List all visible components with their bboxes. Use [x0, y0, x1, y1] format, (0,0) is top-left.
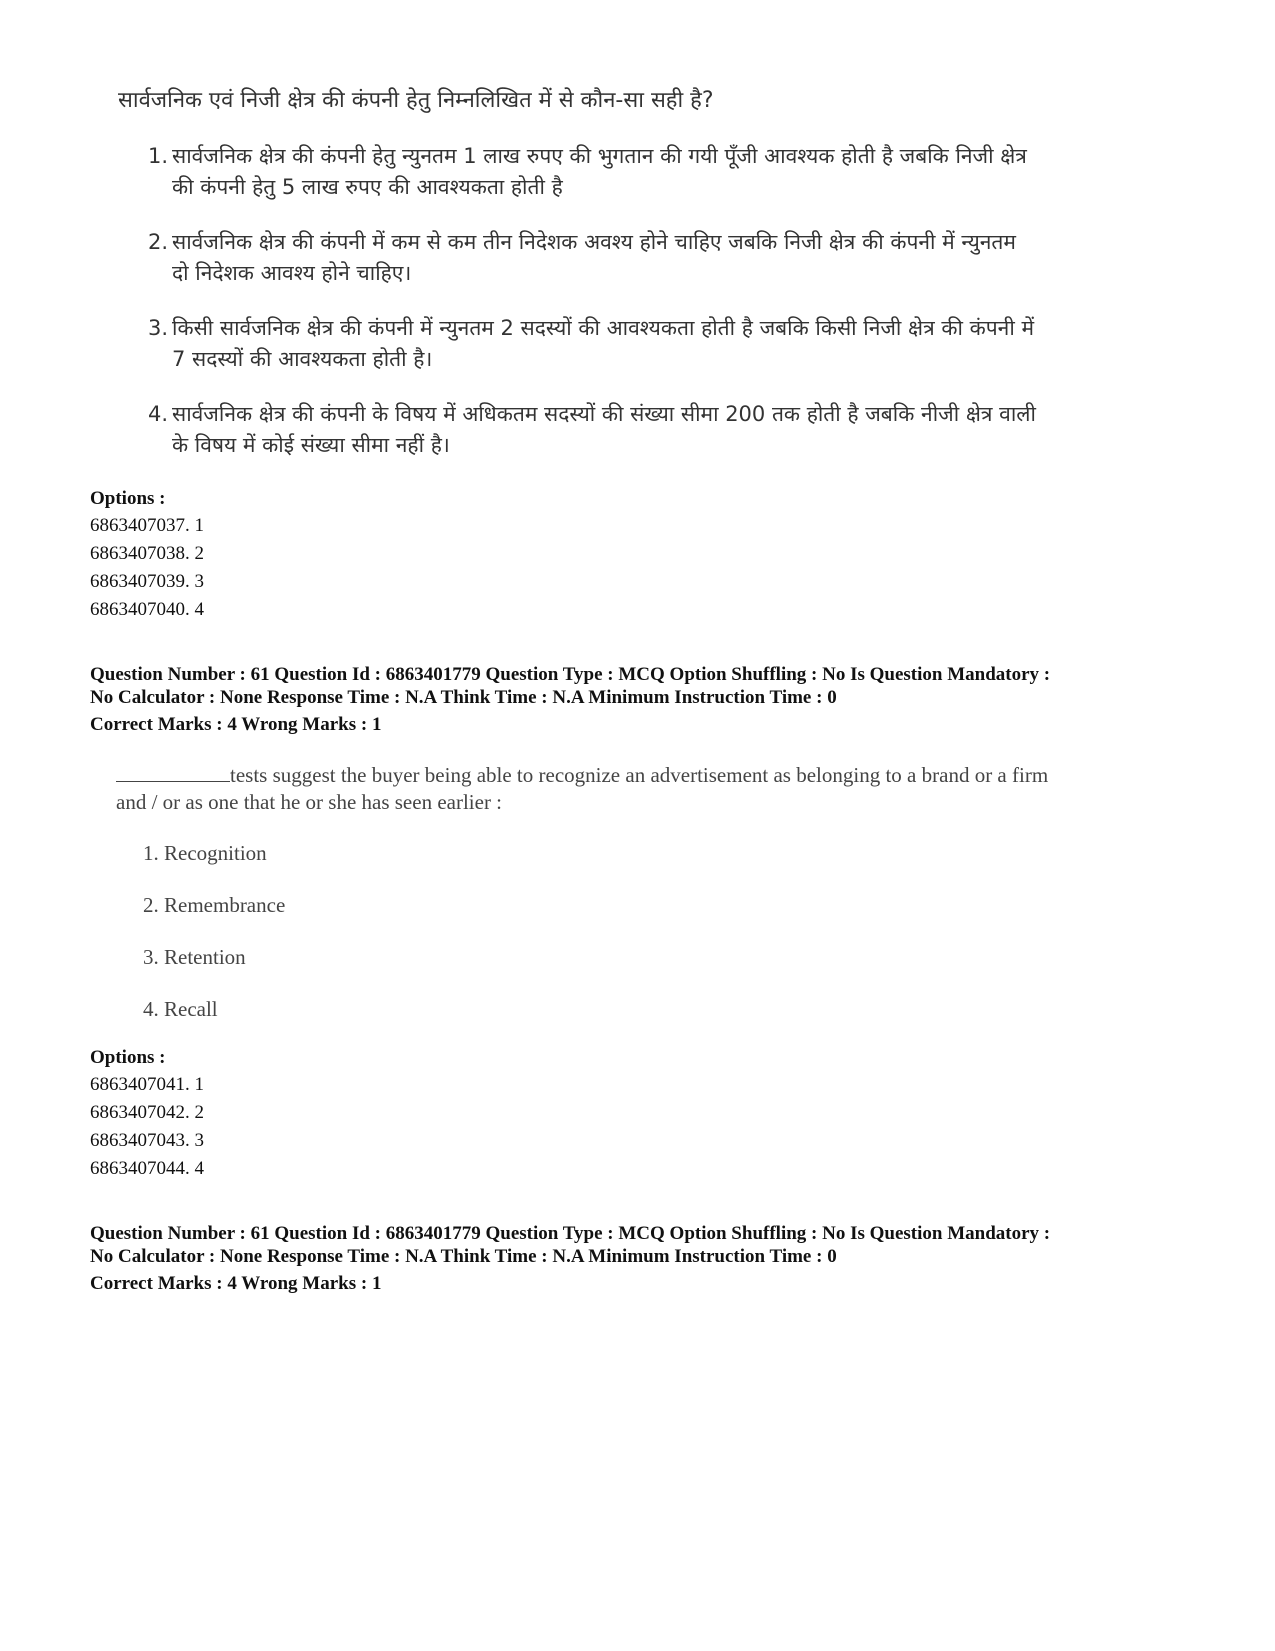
option-id-line: 6863407043. 3	[90, 1130, 204, 1151]
choice-text-line1: सार्वजनिक क्षेत्र की कंपनी हेतु न्युनतम 1 लाख रुपए की भुगतान की गयी पूँजी आवश्यक होती है जबकि निजी क्षेत्र	[172, 144, 1027, 168]
question-meta-line1: Question Number : 61 Question Id : 6863401779 Question Type : MCQ Option Shuffling : No Is Question Mandatory :	[90, 664, 1051, 685]
question-meta	[90, 1222, 1190, 1268]
option-id-line: 6863407040. 4	[90, 599, 204, 620]
choice-text-line2: के विषय में कोई संख्या सीमा नहीं है।	[172, 433, 450, 457]
options-heading: Options :	[90, 488, 166, 509]
q61-choice-3: 3. Retention	[143, 945, 246, 969]
marks-line: Correct Marks : 4 Wrong Marks : 1	[90, 1273, 382, 1294]
question-meta-line1: Question Number : 61 Question Id : 6863401779 Question Type : MCQ Option Shuffling : No Is Question Mandatory :	[90, 1223, 1051, 1244]
choice-text-line2: की कंपनी हेतु 5 लाख रुपए की आवश्यकता होती है	[172, 175, 563, 199]
question-meta-line2: No Calculator : None Response Time : N.A Think Time : N.A Minimum Instruction Time : 0	[90, 687, 837, 708]
option-id-line: 6863407044. 4	[90, 1158, 204, 1179]
option-id-line: 6863407042. 2	[90, 1102, 204, 1123]
choice-text-line2: 7 सदस्यों की आवश्यकता होती है।	[172, 347, 433, 371]
fill-in-blank	[116, 763, 230, 782]
options-heading: Options :	[90, 1047, 166, 1068]
q60-choice-4	[148, 399, 1188, 461]
choice-number: 4.	[148, 402, 169, 426]
question-61-text	[116, 762, 1136, 816]
choice-number: 3.	[148, 316, 169, 340]
option-id-line: 6863407041. 1	[90, 1074, 204, 1095]
question-line1: tests suggest the buyer being able to recognize an advertisement as belonging to a brand or a firm	[230, 763, 1049, 787]
question-line2: and / or as one that he or she has seen earlier :	[116, 790, 503, 814]
q61-choice-1: 1. Recognition	[143, 841, 267, 865]
option-id-line: 6863407037. 1	[90, 515, 204, 536]
q60-choice-1	[148, 141, 1188, 203]
q60-choice-3	[148, 313, 1188, 375]
choice-text-line1: सार्वजनिक क्षेत्र की कंपनी के विषय में अधिकतम सदस्यों की संख्या सीमा 200 तक होती है जबकि नीजी क्षेत्र वाली	[172, 402, 1036, 426]
choice-text-line2: दो निदेशक आवश्य होने चाहिए।	[172, 261, 412, 285]
choice-number: 1.	[148, 144, 169, 168]
option-id-line: 6863407038. 2	[90, 543, 204, 564]
question-60-text: सार्वजनिक एवं निजी क्षेत्र की कंपनी हेतु निम्नलिखित में से कौन-सा सही है?	[118, 88, 714, 113]
marks-line: Correct Marks : 4 Wrong Marks : 1	[90, 714, 382, 735]
q60-choice-2	[148, 227, 1188, 289]
q61-choice-2: 2. Remembrance	[143, 893, 286, 917]
question-meta	[90, 663, 1190, 709]
choice-text-line1: किसी सार्वजनिक क्षेत्र की कंपनी में न्युनतम 2 सदस्यों की आवश्यकता होती है जबकि किसी निजी क्षेत्र की कंपनी में	[172, 316, 1035, 340]
choice-number: 2.	[148, 230, 169, 254]
option-id-line: 6863407039. 3	[90, 571, 204, 592]
choice-text-line1: सार्वजनिक क्षेत्र की कंपनी में कम से कम तीन निदेशक अवश्य होने चाहिए जबकि निजी क्षेत्र की कंपनी में न्युनतम	[172, 230, 1016, 254]
q61-choice-4: 4. Recall	[143, 997, 218, 1021]
question-meta-line2: No Calculator : None Response Time : N.A Think Time : N.A Minimum Instruction Time : 0	[90, 1246, 837, 1267]
